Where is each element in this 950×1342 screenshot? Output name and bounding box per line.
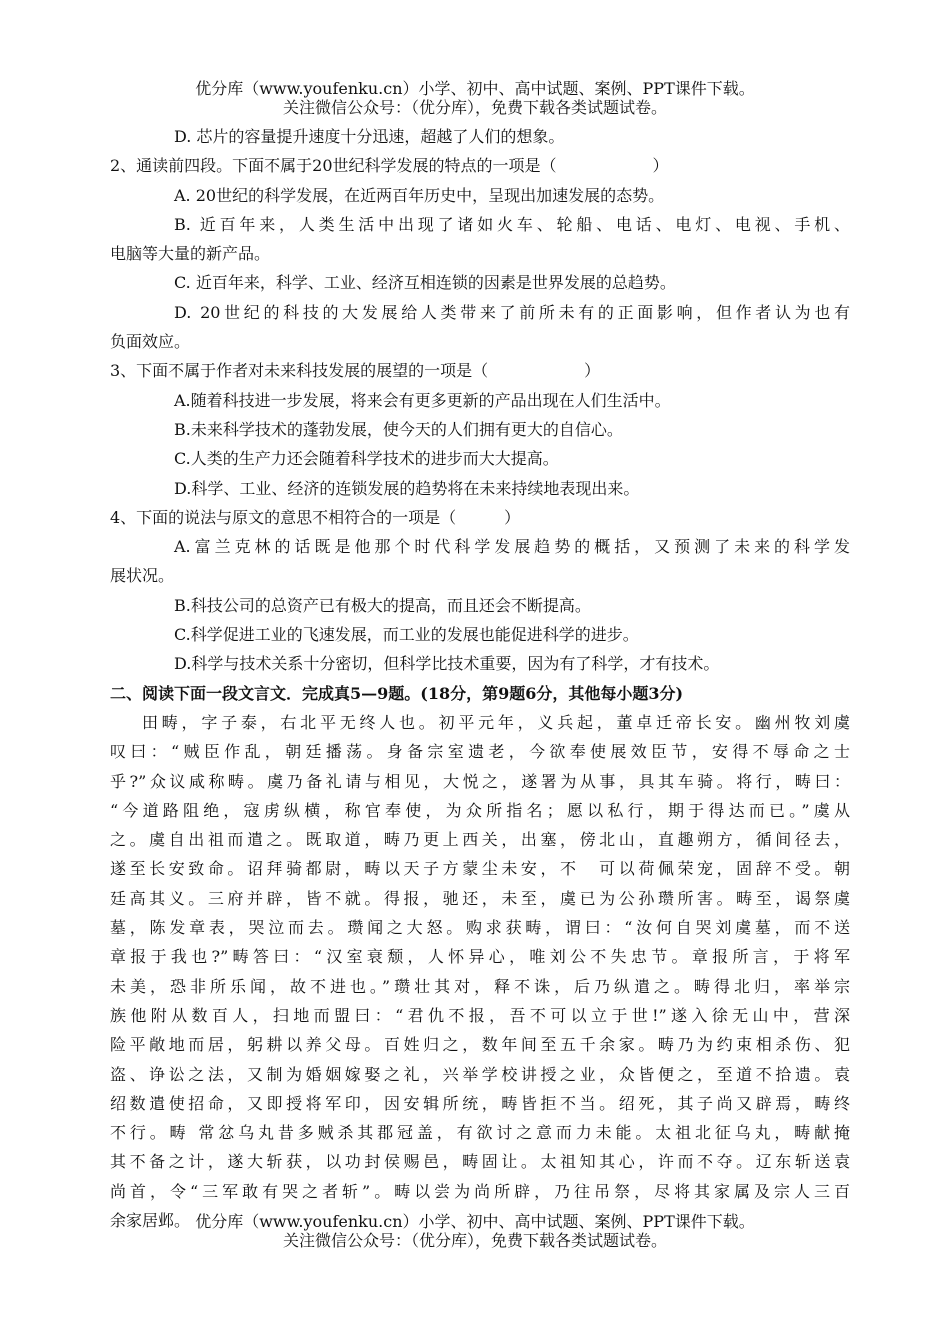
footer-line-1: 优分库（www.youfenku.cn）小学、初中、高中试题、案例、PPT课件下载。 [195,1212,755,1231]
q3-option-b: B.未来科学技术的蓬勃发展，使今天的人们拥有更大的自信心。 [174,419,623,439]
q4-option-c: C.科学促进工业的飞速发展，而工业的发展也能促进科学的进步。 [174,625,639,645]
q4-stem: 4、下面的说法与原文的意思不相符合的一项是（ ） [110,507,521,527]
q2-option-c: C. 近百年来，科学、工业、经济互相连锁的因素是世界发展的总趋势。 [174,273,676,293]
passage-line: 不行。畴 常忿乌丸昔多贼杀其郡冠盖，有欲讨之意而力未能。太祖北征乌丸，畴献掩 [110,1123,850,1143]
q3-option-c: C.人类的生产力还会随着科学技术的进步而大大提高。 [174,449,559,469]
passage-line: 遂至长安致命。诏拜骑都尉，畴以天子方蒙尘未安，不 可以荷佩荣宠，固辞不受。朝 [110,859,850,879]
q3-stem: 3、下面不属于作者对未来科技发展的展望的一项是（ ） [110,361,601,381]
passage-line: 余家居邺。 [110,1210,191,1230]
passage-line: 田畴，字子泰，右北平无终人也。初平元年，义兵起，董卓迁帝长安。幽州牧刘虞 [142,712,850,732]
q2-option-b-line-1: B. 近百年来，人类生活中出现了诸如火车、轮船、电话、电灯、电视、手机、 [174,214,850,234]
q2-option-a: A. 20世纪的科学发展，在近两百年历史中，呈现出加速发展的态势。 [174,185,665,205]
document-body [110,122,850,1235]
passage-line: 绍数遣使招命，又即授将军印，因安辑所统，畴皆拒不当。绍死，其子尚又辟焉，畴终 [110,1093,850,1113]
q2-option-b-line-2: 电脑等大量的新产品。 [110,244,271,264]
passage-line: “今道路阻绝，寇虏纵横，称官奉使，为众所指名；愿以私行，期于得达而已。”虞从 [110,800,850,820]
q4-option-a-line-2: 展状况。 [110,566,175,586]
section-2-title: 二、阅读下面一段文言文．完成真5—9题。(18分，第9题6分，其他每小题3分) [110,683,684,703]
classical-passage [110,708,850,1235]
q3-option-d: D.科学、工业、经济的连锁发展的趋势将在未来持续地表现出来。 [174,478,640,498]
q4-option-b: B.科技公司的总资产已有极大的提高，而且还会不断提高。 [174,595,591,615]
passage-line: 章报于我也?”畴答曰：“汉室衰颓，人怀异心，唯刘公不失忠节。章报所言，于将军 [110,947,850,967]
q4-option-a-line-1: A.富兰克林的话既是他那个时代科学发展趋势的概括，又预测了未来的科学发 [174,537,850,557]
passage-line: 盗、诤讼之法，又制为婚姻嫁娶之礼，兴举学校讲授之业，众皆便之，至道不拾遗。袁 [110,1064,850,1084]
q1-option-d: D. 芯片的容量提升速度十分迅速，超越了人们的想象。 [174,127,565,146]
q2-option-d-line-2: 负面效应。 [110,332,191,352]
passage-line: 乎?”众议咸称畴。虞乃备礼请与相见，大悦之，遂署为从事，具其车骑。将行，畴曰： [110,771,850,791]
passage-line: 墓，陈发章表，哭泣而去。瓒闻之大怒。购求获畴，谓曰：“汝何自哭刘虞墓，而不送 [110,918,850,938]
passage-line: 尚首，令“三军敢有哭之者斩”。畴以尝为尚所辟，乃往吊祭，尽将其家属及宗人三百 [110,1181,850,1201]
q4-option-d: D.科学与技术关系十分密切，但科学比技术重要，因为有了科学，才有技术。 [174,654,720,674]
passage-line: 叹曰：“贼臣作乱，朝廷播荡。身备宗室遗老，今欲奉使展效臣节，安得不辱命之士 [110,742,850,762]
footer-line-2: 关注微信公众号：（优分库），免费下载各类试题试卷。 [282,1231,667,1250]
passage-line: 未美，恐非所乐闻，故不进也。”瓒壮其对，释不诛，后乃纵遣之。畴得北归，率举宗 [110,976,850,996]
q2-stem: 2、通读前四段。下面不属于20世纪科学发展的特点的一项是（ ） [110,156,669,176]
passage-line: 险平敞地而居，躬耕以养父母。百姓归之，数年间至五千余家。畴乃为约束相杀伤、犯 [110,1035,850,1055]
passage-line: 其不备之计，遂大斩获，以功封侯赐邑，畴固让。太祖知其心，许而不夺。辽东斩送袁 [110,1152,850,1172]
page-footer [0,1212,950,1250]
q2-option-d-line-1: D. 20世纪的科技的大发展给人类带来了前所未有的正面影响，但作者认为也有 [174,302,850,322]
header-line-2: 关注微信公众号：（优分库），免费下载各类试题试卷。 [282,98,667,117]
q3-option-a: A.随着科技进一步发展，将来会有更多更新的产品出现在人们生活中。 [174,390,671,410]
passage-line: 族他附从数百人，扫地而盟曰：“君仇不报，吾不可以立于世!”遂入徐无山中，营深 [110,1005,850,1025]
page-header [0,79,950,117]
header-line-1: 优分库（www.youfenku.cn）小学、初中、高中试题、案例、PPT课件下载。 [195,79,755,98]
passage-line: 廷高其义。三府并辟，皆不就。得报，驰还，未至，虞已为公孙瓒所害。畴至，谒祭虞 [110,888,850,908]
passage-line: 之。虞自出祖而遣之。既取道，畴乃更上西关，出塞，傍北山，直趣朔方，循间径去， [110,830,850,850]
